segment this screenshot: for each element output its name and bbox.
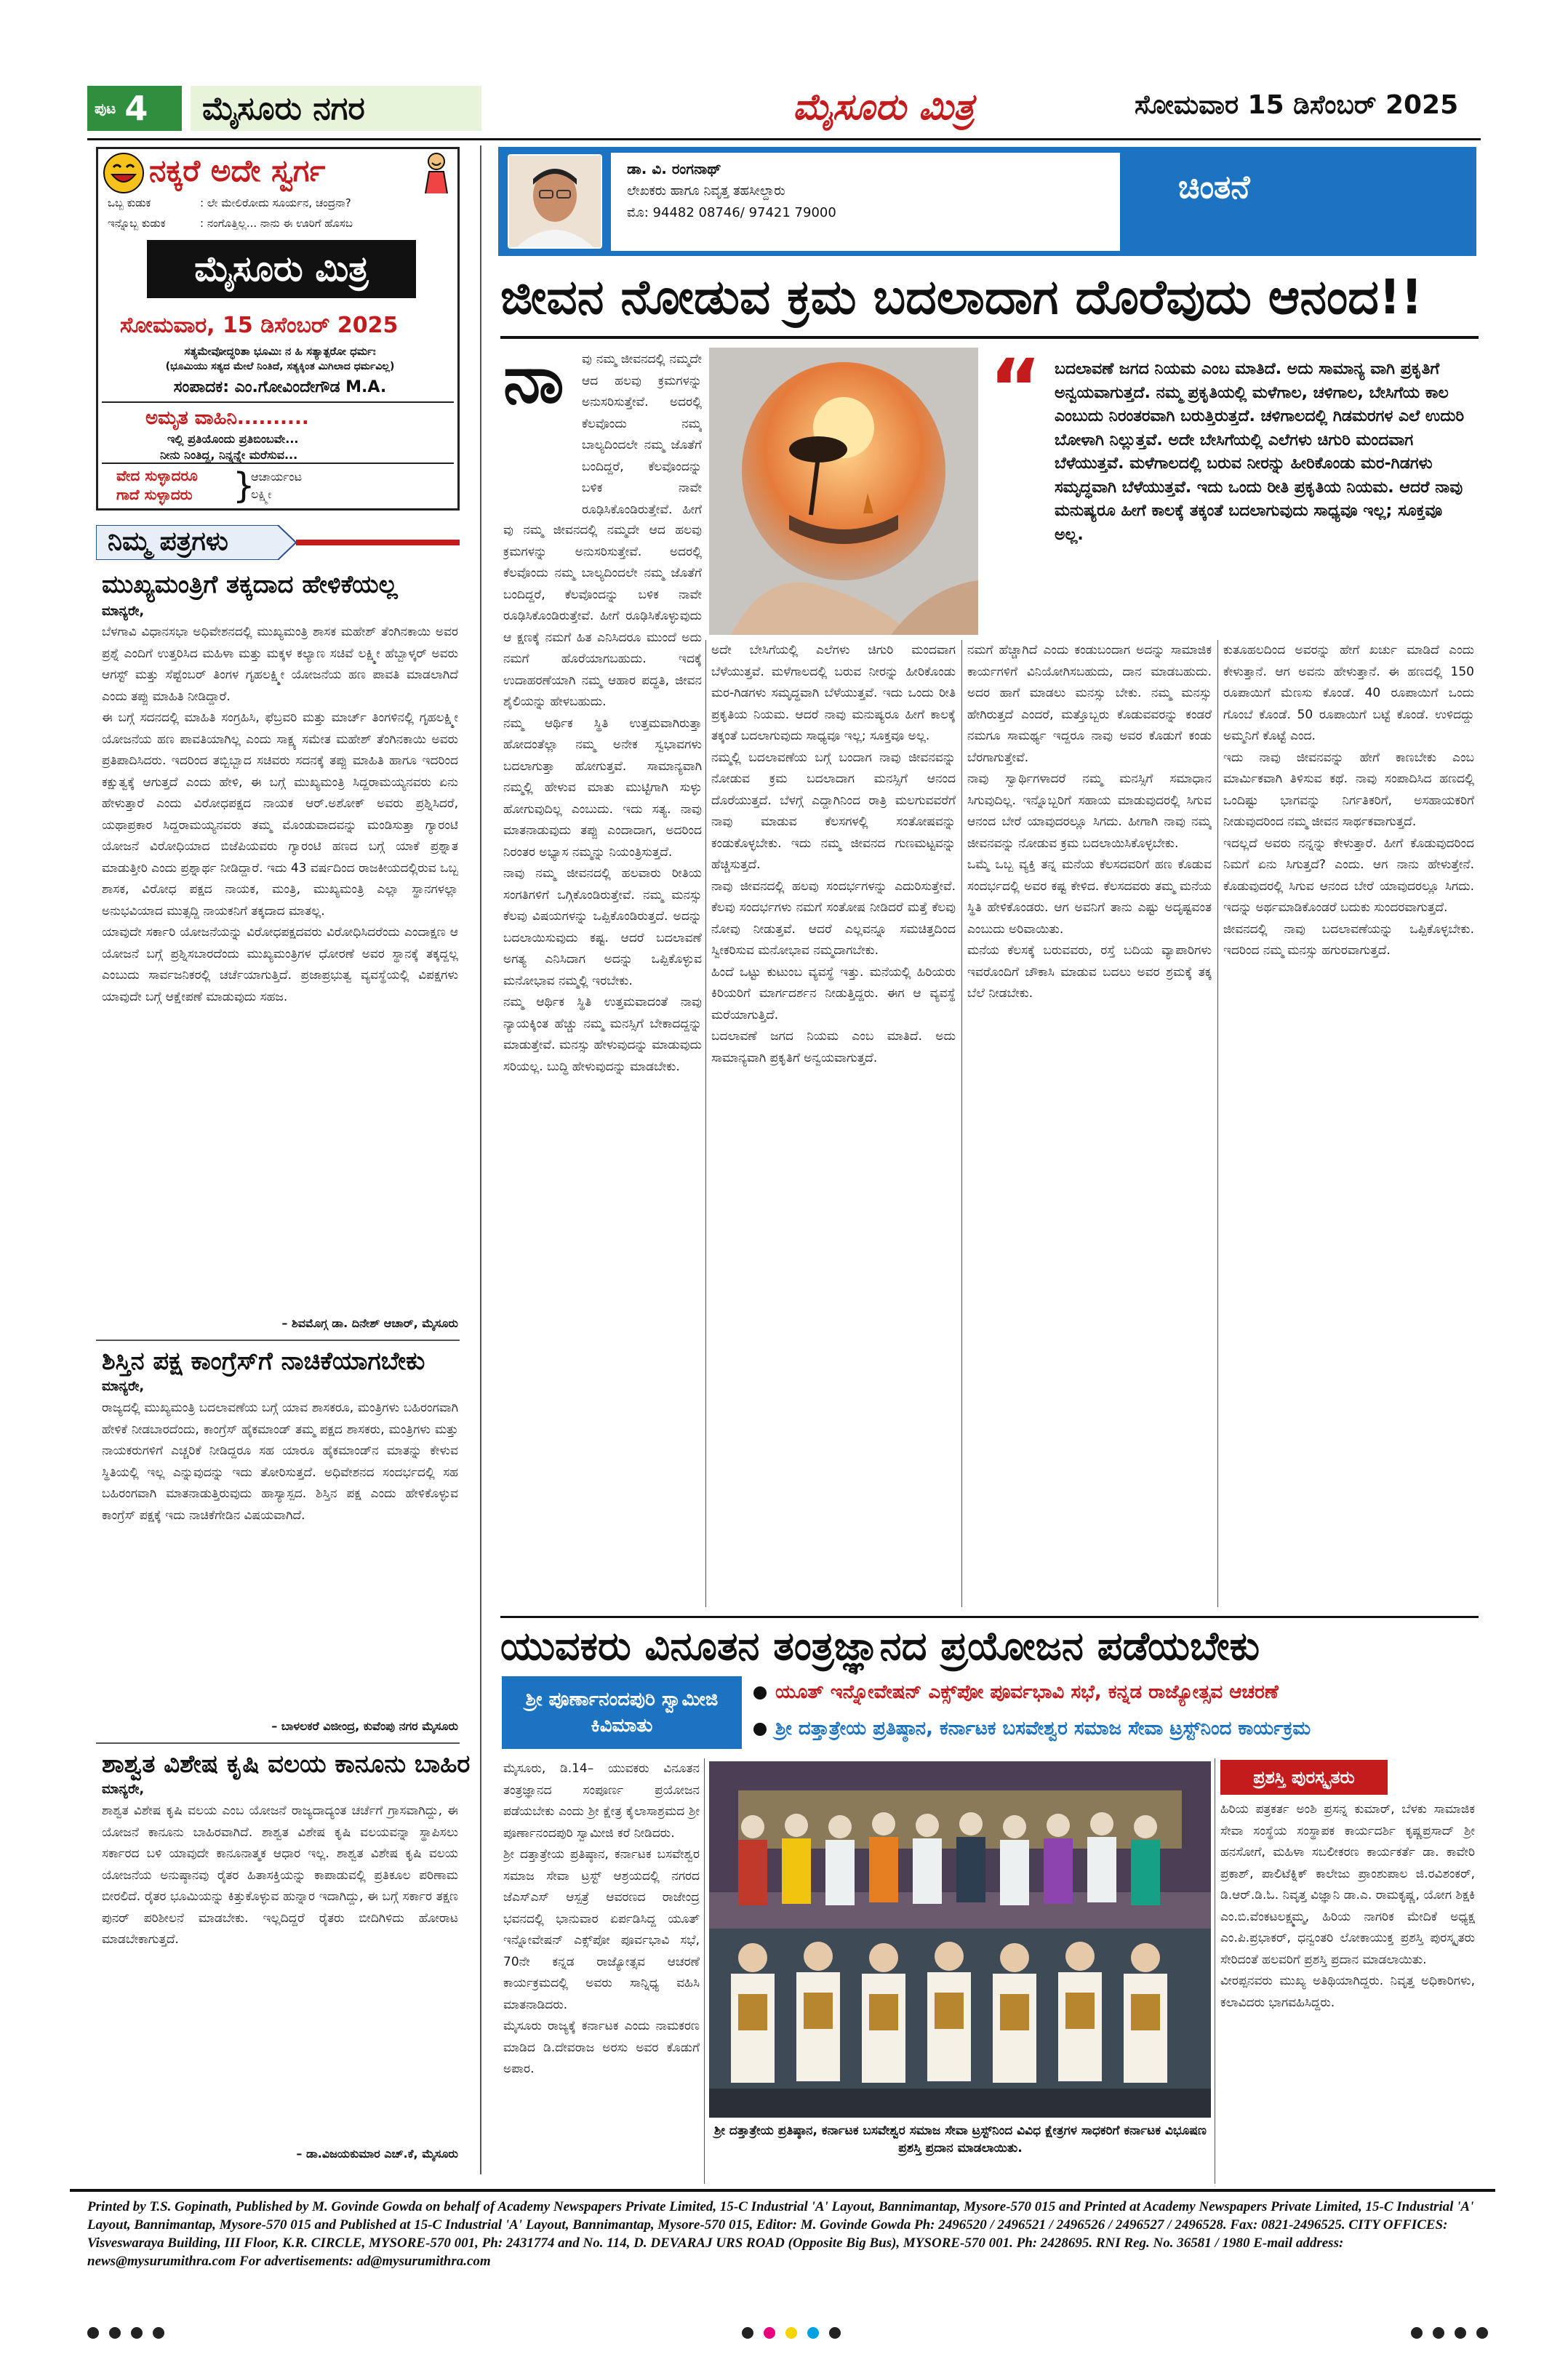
- letter-1-signature: – ಶಿವಮೊಗ್ಗ ಡಾ. ದಿನೇಶ್ ಆಚಾರ್, ಮೈಸೂರು: [281, 1316, 458, 1330]
- article-headline: ಜೀವನ ನೋಡುವ ಕ್ರಮ ಬದಲಾದಾಗ ದೊರೆವುದು ಆನಂದ!!: [500, 269, 1423, 325]
- article-column-1: ವು ನಮ್ಮ ಜೀವನದಲ್ಲಿ ನಮ್ಮದೇ ಆದ ಹಲವು ಕ್ರಮಗಳನ್ನು ಅನುಸರಿಸುತ್ತೇವೆ. ಅದರಲ್ಲಿ ಕೆಲವೊಂದು ನಮ್ಮ ಬಾಲ್ಯದಿಂದಲೇ ನಮ್ಮ ಜೊತೆಗೆ ಬಂದಿದ್ದರೆ, ಕೆಲವೊಂದನ್ನು ಬಳಿಕ ನಾವೇ ರೂಢಿಸಿಕೊಂಡಿರುತ್ತೇವೆ. ಹೀಗೆ ರೂಢಿಸಿಕೊಳ್ಳುವುದು ಆ ಕ್ಷಣಕ್ಕೆ ನಮಗೆ ಹಿತ ಎನಿಸಿದರೂ ಮುಂದೆ ಅದು ನಮಗೆ ಹೊರೆಯಾಗಬಹುದು. ಇದಕ್ಕೆ ಉದಾಹರಣೆಯಾಗಿ ನಮ್ಮ ಆಹಾರ ಪದ್ಧತಿ, ಜೀವನ ಶೈಲಿಯನ್ನು ಹೇಳಬಹುದು. ನಮ್ಮ ಆರ್ಥಿಕ ಸ್ಥಿತಿ ಉತ್ತಮವಾಗಿರುತ್ತಾ ಹೋದಂತೆಲ್ಲಾ ನಮ್ಮ ಅನೇಕ ಸ್ವಭಾವಗಳು ಬದಲಾಗುತ್ತಾ ಹೋಗುತ್ತವೆ. ಸಾಮಾನ್ಯವಾಗಿ ನಮ್ಮಲ್ಲಿ ಹೇಳುವ ಮಾತು ಮುಟ್ಟಿಗಾಗಿ ಸುಳ್ಳು ಹೋಗುವುದಿಲ್ಲ ಎಂಬುದು. ಇದು ಸತ್ಯ. ನಾವು ಮಾತನಾಡುವುದು ತಪ್ಪು ಎಂದಾದಾಗ, ಅದರಿಂದ ನಿರಂತರ ಅಭ್ಯಾಸ ನಮ್ಮನ್ನು ನಿಯಂತ್ರಿಸುತ್ತದೆ. ನಾವು ನಮ್ಮ ಜೀವನದಲ್ಲಿ ಹಲವಾರು ರೀತಿಯ ಸಂಗತಿಗಳಿಗೆ ಒಗ್ಗಿಕೊಂಡಿರುತ್ತೇವೆ. ನಮ್ಮ ಮನಸ್ಸು ಕೆಲವು ವಿಷಯಗಳನ್ನು ಒಪ್ಪಿಕೊಂಡಿರುತ್ತದೆ. ಅದನ್ನು ಬದಲಾಯಿಸುವುದು ಕಷ್ಟ. ಆದರೆ ಬದಲಾವಣೆ ಅಗತ್ಯ ಎನಿಸಿದಾಗ ಅದನ್ನು ಒಪ್ಪಿಕೊಳ್ಳುವ ಮನೋಭಾವ ನಮ್ಮಲ್ಲಿ ಇರಬೇಕು. ನಮ್ಮ ಆರ್ಥಿಕ ಸ್ಥಿತಿ ಉತ್ತಮವಾದಂತೆ ನಾವು ನ್ಯಾಯಕ್ಕಿಂತ ಹೆಚ್ಚು ನಮ್ಮ ಮನಸ್ಸಿಗೆ ಬೇಕಾದದ್ದನ್ನು ಮಾಡುತ್ತೇವೆ. ಮನಸ್ಸು ಹೇಳುವುದನ್ನು ಮಾಡುವುದು ಸರಿಯಲ್ಲ. ಬುದ್ಧಿ ಹೇಳುವುದನ್ನು ಮಾಡಬೇಕು.: [503, 523, 702, 1074]
- veda-right-2: ಲಕ್ಷ್ಮೀ: [251, 487, 272, 501]
- imprint-line: Printed by T.S. Gopinath, Published by M. Govinde Gowda on behalf of Academy Newspapers Private Limited, 15-C Industrial 'A' Layout, Bannimantap, Mysore-570 015 and Printed at Academy Newspapers Private Limited, 15-C Industrial 'A' Layout, Bannimantap, Mysore-570 015 and Published at 15-C Industrial 'A' Layout, Bannimantap, Mysore-570 015, Editor: M. Govinde Gowda Ph: 2496520 / 2496521 / 2496526 / 2496527 / 2496528. Fax: 0821-2496525. CITY OFFICES: Visveswaraya Building, III Floor, K.R. CIRCLE, MYSORE-570 001, Ph: 2431774 and No. 114, D. DEVARAJ URS ROAD (Opposite Big Bus), MYSORE-570 001. Ph: 2428695. RNI Reg. No. 36581 / 1980 E-mail address: news@mysurumithra.com For advertisements: ad@mysurumithra.com: [87, 2199, 1474, 2269]
- bullet-icon: [753, 1723, 767, 1736]
- registration-dot: [1476, 2327, 1488, 2339]
- headline-rule: [500, 336, 1479, 339]
- nakkare-date: ಸೋಮವಾರ, 15 ಡಿಸೆಂಬರ್ 2025: [120, 313, 399, 338]
- article-column-4: ಕುತೂಹಲದಿಂದ ಅವರನ್ನು ಹೇಗೆ ಖರ್ಚು ಮಾಡಿದೆ ಎಂದು ಕೇಳುತ್ತಾನೆ. ಆಗ ಅವನು ಹೇಳುತ್ತಾನೆ. ಈ ಹಣದಲ್ಲಿ 150 ರೂಪಾಯಿಗೆ ಮೆಣಸು ಕೊಂಡೆ. 40 ರೂಪಾಯಿಗೆ ಒಂದು ಗೊಂಬೆ ಕೊಂಡೆ. 50 ರೂಪಾಯಿಗೆ ಬಟ್ಟೆ ಕೊಂಡೆ. ಉಳಿದದ್ದು ಅಮ್ಮನಿಗೆ ಕೊಟ್ಟೆ ಎಂದ. ಇದು ನಾವು ಜೀವನವನ್ನು ಹೇಗೆ ಕಾಣಬೇಕು ಎಂಬ ಮಾರ್ಮಿಕವಾಗಿ ತಿಳಿಸುವ ಕಥೆ. ನಾವು ಸಂಪಾದಿಸಿದ ಹಣದಲ್ಲಿ ಒಂದಿಷ್ಟು ಭಾಗವನ್ನು ನಿರ್ಗತಿಕರಿಗೆ, ಅಸಹಾಯಕರಿಗೆ ನೀಡುವುದರಿಂದ ನಮ್ಮ ಜೀವನ ಸಾರ್ಥಕವಾಗುತ್ತದೆ. ಇದಲ್ಲದೆ ಅವರು ನನ್ನನ್ನು ಕೇಳುತ್ತಾರೆ. ಹೀಗೆ ಕೊಡುವುದರಿಂದ ನಿಮಗೆ ಏನು ಸಿಗುತ್ತದೆ? ಎಂದು. ಆಗ ನಾನು ಹೇಳುತ್ತೇನೆ. ಕೊಡುವುದರಲ್ಲಿ ಸಿಗುವ ಆನಂದ ಬೇರೆ ಯಾವುದರಲ್ಲೂ ಸಿಗದು. ಇದನ್ನು ಅರ್ಥಮಾಡಿಕೊಂಡರೆ ಬದುಕು ಸುಂದರವಾಗುತ್ತದೆ. ಜೀವನದಲ್ಲಿ ನಾವು ಬದಲಾವಣೆಯನ್ನು ಒಪ್ಪಿಕೊಳ್ಳಬೇಕು. ಇದರಿಂದ ನಮ್ಮ ಮನಸ್ಸು ಹಗುರವಾಗುತ್ತದೆ.: [1223, 643, 1474, 958]
- nakkare-line-2: : ನಂಗೊತ್ತಿಲ್ಲ... ನಾನು ಈ ಊರಿಗೆ ಹೊಸಬ: [200, 217, 353, 230]
- registration-dot: [1455, 2327, 1466, 2339]
- motto-line-1: ಸತ್ಯಮೇವೋದ್ಧರಿತಾ ಭೂಮಿಃ ನ ಹಿ ಸತ್ಯಾತ್ಪರೋ ಧರ್ಮಃ: [184, 345, 376, 358]
- article-photo: [709, 348, 978, 635]
- paper-name: ಮೈಸೂರು ಮಿತ್ರ: [793, 86, 975, 128]
- letter-2-title: ಶಿಸ್ತಿನ ಪಕ್ಷ ಕಾಂಗ್ರೆಸ್‌ಗೆ ನಾಚಿಕೆಯಾಗಬೇಕು: [102, 1347, 425, 1376]
- issue-date: ಸೋಮವಾರ 15 ಡಿಸೆಂಬರ್ 2025: [1135, 90, 1459, 120]
- bullet-icon: [753, 1686, 767, 1700]
- article-intro-text: ವು ನಮ್ಮ ಜೀವನದಲ್ಲಿ ನಮ್ಮದೇ ಆದ ಹಲವು ಕ್ರಮಗಳನ್ನು ಅನುಸರಿಸುತ್ತೇವೆ. ಅದರಲ್ಲಿ ಕೆಲವೊಂದು ನಮ್ಮ ಬಾಲ್ಯದಿಂದಲೇ ನಮ್ಮ ಜೊತೆಗೆ ಬಂದಿದ್ದರೆ, ಕೆಲವೊಂದನ್ನು ಬಳಿಕ ನಾವೇ ರೂಢಿಸಿಕೊಂಡಿರುತ್ತೇವೆ. ಹೀಗೆ: [582, 352, 702, 516]
- page-number-badge: [87, 86, 182, 131]
- laughing-face-icon: [102, 151, 145, 198]
- registration-marks-left: [87, 2327, 164, 2339]
- registration-dot: [1411, 2327, 1423, 2339]
- footer-rule: [70, 2189, 1495, 2192]
- letter-divider: [96, 1340, 460, 1341]
- page-label: ಪುಟ: [95, 100, 116, 117]
- letter-3-body: ಶಾಶ್ವತ ವಿಶೇಷ ಕೃಷಿ ವಲಯ ಎಂಬ ಯೋಜನೆ ರಾಜ್ಯದಾದ್ಯಂತ ಚರ್ಚೆಗೆ ಗ್ರಾಸವಾಗಿದ್ದು, ಈ ಯೋಜನೆ ಕಾನೂನು ಬಾಹಿರವಾಗಿದೆ. ಶಾಶ್ವತ ವಿಶೇಷ ಕೃಷಿ ವಲಯವನ್ನಾ ಸ್ಥಾಪಿಸಲು ಸರ್ಕಾರದ ಬಳಿ ಯಾವುದೇ ಕಾನೂನಾತ್ಮಕ ಆಧಾರ ಇಲ್ಲ. ಶಾಶ್ವತ ವಿಶೇಷ ಕೃಷಿ ವಲಯ ಯೋಜನೆಯ ಅನುಷ್ಠಾನವು ರೈತರ ಹಿತಾಸಕ್ತಿಯನ್ನು ಕಾಪಾಡುವಲ್ಲಿ ಪ್ರತಿಕೂಲ ಪರಿಣಾಮ ಬೀರಲಿದೆ. ರೈತರ ಭೂಮಿಯನ್ನು ಕಿತ್ತುಕೊಳ್ಳುವ ಹುನ್ನಾರ ಇದಾಗಿದ್ದು, ಈ ಬಗ್ಗೆ ಸರ್ಕಾರ ತಕ್ಷಣ ಪುನರ್ ಪರಿಶೀಲನೆ ಮಾಡಬೇಕು. ಇಲ್ಲದಿದ್ದರೆ ರೈತರು ಬೀದಿಗಿಳಿದು ಹೋರಾಟ ಮಾಡಬೇಕಾಗುತ್ತದೆ.: [102, 1803, 458, 1947]
- letter-3-salutation: ಮಾನ್ಯರೇ,: [102, 1782, 145, 1797]
- nakkare-line-1: : ಲೇ ಮೇಲಿರೋದು ಸೂರ್ಯನ, ಚಂದ್ರನಾ?: [200, 196, 351, 209]
- page-number: 4: [124, 89, 148, 128]
- letter-1-title: ಮುಖ್ಯಮಂತ್ರಿಗೆ ತಕ್ಕದಾದ ಹೇಳಿಕೆಯಲ್ಲ: [102, 570, 398, 599]
- bullet-point-2: [753, 1718, 1311, 1740]
- registration-marks-right: [1411, 2327, 1488, 2339]
- registration-dot-magenta: [764, 2327, 775, 2339]
- column-divider: [480, 145, 481, 2174]
- letter-3-signature: – ಡಾ.ವಿಜಯಕುಮಾರ ಎಚ್.ಕೆ, ಮೈಸೂರು: [296, 2147, 458, 2161]
- bullet-text-2: ಶ್ರೀ ದತ್ತಾತ್ರೇಯ ಪ್ರತಿಷ್ಠಾನ, ಕರ್ನಾಟಕ ಬಸವೇಶ್ವರ ಸಮಾಜ ಸೇವಾ ಟ್ರಸ್ಟ್‌ನಿಂದ ಕಾರ್ಯಕ್ರಮ: [775, 1718, 1311, 1740]
- nakkare-paper-name: ಮೈಸೂರು ಮಿತ್ರ: [147, 240, 416, 298]
- laughing-man-icon: [418, 151, 455, 198]
- event-photo-caption: ಶ್ರೀ ದತ್ತಾತ್ರೇಯ ಪ್ರತಿಷ್ಠಾನ, ಕರ್ನಾಟಕ ಬಸವೇಶ್ವರ ಸಮಾಜ ಸೇವಾ ಟ್ರಸ್ಟ್‌ನಿಂದ ವಿವಿಧ ಕ್ಷೇತ್ರಗಳ ಸಾಧಕರಿಗೆ ಕರ್ನಾಟಕ ವಿಭೂಷಣ ಪ್ರಶಸ್ತಿ ಪ್ರದಾನ ಮಾಡಲಾಯಿತು.: [714, 2123, 1207, 2155]
- author-photo: [508, 154, 602, 249]
- veda-right-1: ಆಚಾರ್ಯಂಟ: [251, 470, 303, 484]
- column-divider: [1217, 640, 1218, 1607]
- motto-line-2: (ಭೂಮಿಯು ಸತ್ಯದ ಮೇಲೆ ನಿಂತಿದೆ, ಸತ್ಯಕ್ಕಿಂತ ಮಿಗಿಲಾದ ಧರ್ಮವಿಲ್ಲ): [165, 361, 395, 372]
- letters-header: ನಿಮ್ಮ ಪತ್ರಗಳು: [108, 527, 228, 556]
- spacer: [711, 2161, 712, 2162]
- letter-2-salutation: ಮಾನ್ಯರೇ,: [102, 1379, 145, 1394]
- masthead-rule: [87, 138, 1481, 140]
- nakkare-speaker-2: ಇನ್ನೊಬ್ಬ ಕುಡುಕ: [108, 217, 166, 230]
- amrutha-title: ಅಮೃತ ವಾಹಿನಿ..........: [145, 407, 309, 429]
- nakkare-divider: [102, 401, 454, 403]
- registration-dot: [87, 2327, 99, 2339]
- veda-left-1: ವೇದ ಸುಳ್ಳಾದರೂ: [116, 467, 198, 484]
- column-divider: [704, 1758, 705, 2184]
- amrutha-line-2: ನೀನು ನಿಂತಿದ್ದ, ನಿನ್ನನ್ನೇ ಮರೆಸುವ...: [160, 448, 298, 462]
- registration-marks-center: [742, 2327, 841, 2339]
- nakkare-speaker-1: ಒಬ್ಬ ಕುಡುಕ: [108, 196, 151, 209]
- letter-3-title: ಶಾಶ್ವತ ವಿಶೇಷ ಕೃಷಿ ವಲಯ ಕಾನೂನು ಬಾಹಿರ: [102, 1750, 471, 1779]
- letter-divider: [96, 1742, 460, 1744]
- letter-2-signature: – ಬಾಳಲಕರೆ ವಿಜೀಂದ್ರ, ಕುವೆಂಪು ನಗರ ಮೈಸೂರು: [271, 1719, 458, 1733]
- registration-dot: [1433, 2327, 1444, 2339]
- letter-1-body: ಬೆಳಗಾವಿ ವಿಧಾನಸಭಾ ಅಧಿವೇಶನದಲ್ಲಿ ಮುಖ್ಯಮಂತ್ರಿ ಶಾಸಕ ಮಹೇಶ್ ತೆಂಗಿನಕಾಯಿ ಅವರ ಪ್ರಶ್ನೆ ಎಂದಿಗೆ ಉತ್ತರಿಸಿದ ಮಹಿಳಾ ಮತ್ತು ಮಕ್ಕಳ ಕಲ್ಯಾಣ ಸಚಿವೆ ಲಕ್ಷ್ಮೀ ಹೆಬ್ಬಾಳ್ಕರ್ ಅವರು ಆಗಸ್ಟ್ ಮತ್ತು ಸೆಪ್ಟೆಂಬರ್ ತಿಂಗಳ ಗೃಹಲಕ್ಷ್ಮೀ ಯೋಜನೆಯ ಹಣ ಪಾವತಿ ಮಾಡಲಾಗಿದೆ ಎಂದು ತಪ್ಪು ಮಾಹಿತಿ ನೀಡಿದ್ದಾರೆ. ಈ ಬಗ್ಗೆ ಸದನದಲ್ಲಿ ಮಾಹಿತಿ ಸಂಗ್ರಹಿಸಿ, ಫೆಬ್ರವರಿ ಮತ್ತು ಮಾರ್ಚ್ ತಿಂಗಳಿನಲ್ಲಿ ಗೃಹಲಕ್ಷ್ಮೀ ಯೋಜನೆಯ ಹಣ ಪಾವತಿಯಾಗಿಲ್ಲ ಎಂದು ಸಾಕ್ಷ್ಯ ಸಮೇತ ಮಹೇಶ್ ತೆಂಗಿನಕಾಯಿ ಅವರು ಪ್ರತಿಪಾದಿಸಿದರು. ಇದರಿಂದ ತಬ್ಬಿಬ್ಬಾದ ಸಚಿವರು ಸದನಕ್ಕೆ ತಪ್ಪು ಮಾಹಿತಿ ಹಾಗೂ ಇದರಿಂದ ಕಕ್ಷುತ್ವಕ್ಕೆ ಆಗುತ್ತದೆ ಎಂದು ಹೇಳಿ, ಈ ಬಗ್ಗೆ ಮುಖ್ಯಮಂತ್ರಿ ಸಿದ್ದರಾಮಯ್ಯನವರು ಏನು ಹೇಳುತ್ತಾರೆ ಎಂದು ವಿರೋಧಪಕ್ಷದ ನಾಯಕ ಆರ್.ಅಶೋಕ್ ಅವರು ಪ್ರಶ್ನಿಸಿದರೆ, ಯಥಾಪ್ರಕಾರ ಸಿದ್ದರಾಮಯ್ಯನವರು ತಮ್ಮ ಮೊಂಡುವಾದವನ್ನು ಮಂಡಿಸುತ್ತಾ ಗ್ಯಾರಂಟಿ ಯೋಜನೆ ವಿರೋಧಿಯಾದ ಬಿಜೆಪಿಯವರು ಗ್ಯಾರಂಟಿ ಹಣದ ಬಗ್ಗೆ ಯಾಕೆ ಪ್ರಶ್ನಾತ ಮಾಡುತ್ತೀರಿ ಎಂದು ಪ್ರಶ್ನಾರ್ಥ ನೀಡಿದ್ದಾರೆ. ಇದು 43 ವರ್ಷದಿಂದ ರಾಜಕೀಯದಲ್ಲಿರುವ ಒಬ್ಬ ಶಾಸಕ, ವಿರೋಧ ಪಕ್ಷದ ನಾಯಕ, ಮಂತ್ರಿ, ಮುಖ್ಯಮಂತ್ರಿ ಎಲ್ಲಾ ಸ್ಥಾನಗಳಲ್ಲಾ ಅನುಭವಿಯಾದ ಮುತ್ಸದ್ದಿ ನಾಯಕನಿಗೆ ತಕ್ಕದಾದ ಮಾತಲ್ಲ. ಯಾವುದೇ ಸರ್ಕಾರಿ ಯೋಜನೆಯನ್ನು ವಿರೋಧಪಕ್ಷದವರು ವಿರೋಧಿಸಿದರೆಂದು ಎಂದಾಕ್ಷಣ ಆ ಯೋಜನೆ ಬಗ್ಗೆ ಪ್ರಶ್ನಿಸಬಾರದೆಂದು ಮುಖ್ಯಮಂತ್ರಿಗಳ ಧೋರಣೆ ಅವರ ಸ್ಥಾನಕ್ಕೆ ತಕ್ಕದ್ದಲ್ಲ ಎಂಬುದು ಸಾರ್ವಜನಿಕರಲ್ಲಿ ಚರ್ಚೆಯಾಗುತ್ತಿದೆ. ಪ್ರಜಾಪ್ರಭುತ್ವ ವ್ಯವಸ್ಥೆಯಲ್ಲಿ ವಿಪಕ್ಷಗಳು ಯಾವುದೇ ಬಗ್ಗೆ ಆಕ್ಷೇಪಣೆ ಮಾಡುವುದು ಸಹಜ.: [102, 625, 458, 1004]
- award-recipients-header: ಪ್ರಶಸ್ತಿ ಪುರಸ್ಕೃತರು: [1220, 1760, 1388, 1795]
- column-divider: [961, 640, 962, 1607]
- pull-quote: ಬದಲಾವಣೆ ಜಗದ ನಿಯಮ ಎಂಬ ಮಾತಿದೆ. ಅದು ಸಾಮಾನ್ಯ ವಾಗಿ ಪ್ರಕೃತಿಗೆ ಅನ್ವಯವಾಗುತ್ತದೆ. ನಮ್ಮ ಪ್ರಕೃತಿಯಲ್ಲಿ ಮಳೆಗಾಲ, ಚಳಿಗಾಲ, ಬೇಸಿಗೆಯ ಕಾಲ ಎಂಬುದು ನಿರಂತರವಾಗಿ ಬರುತ್ತಿರುತ್ತದೆ. ಚಳಿಗಾಲದಲ್ಲಿ ಗಿಡಮರಗಳ ಎಲೆ ಉದುರಿ ಬೋಳಾಗಿ ನಿಲ್ಲುತ್ತವೆ. ಅದೇ ಬೇಸಿಗೆಯಲ್ಲಿ ಎಲೆಗಳು ಚಿಗುರಿ ಮಂದವಾಗ ಬೆಳೆಯುತ್ತವೆ. ಮಳೆಗಾಲದಲ್ಲಿ ಬರುವ ನೀರನ್ನು ಹೀರಿಕೊಂಡು ಮರ-ಗಿಡಗಳು ಸಮೃದ್ಧವಾಗಿ ಬೆಳೆಯುತ್ತವೆ. ಇದು ಒಂದು ರೀತಿ ಪ್ರಕೃತಿಯ ನಿಯಮ. ಆದರೆ ನಾವು ಮನುಷ್ಯರೂ ಹೀಗೆ ಕಾಲಕ್ಕೆ ತಕ್ಕಂತೆ ಬದಲಾಗುವುದು ಸಾಧ್ಯವೂ ಇಲ್ಲ; ಸೂಕ್ತವೂ ಅಲ್ಲ.: [1055, 360, 1470, 544]
- column-divider: [705, 640, 706, 1607]
- author-phone: ಮೊ: 94482 08746/ 97421 79000: [627, 205, 836, 220]
- article-column-2: ಅದೇ ಬೇಸಿಗೆಯಲ್ಲಿ ಎಲೆಗಳು ಚಿಗುರಿ ಮಂದವಾಗ ಬೆಳೆಯುತ್ತವೆ. ಮಳೆಗಾಲದಲ್ಲಿ ಬರುವ ನೀರನ್ನು ಹೀರಿಕೊಂಡು ಮರ-ಗಿಡಗಳು ಸಮೃದ್ಧವಾಗಿ ಬೆಳೆಯುತ್ತವೆ. ಇದು ಒಂದು ರೀತಿ ಪ್ರಕೃತಿಯ ನಿಯಮ. ಆದರೆ ನಾವು ಮನುಷ್ಯರೂ ಹೀಗೆ ಕಾಲಕ್ಕೆ ತಕ್ಕಂತೆ ಬದಲಾಗುವುದು ಸಾಧ್ಯವೂ ಇಲ್ಲ; ಸೂಕ್ತವೂ ಅಲ್ಲ. ನಮ್ಮಲ್ಲಿ ಬದಲಾವಣೆಯ ಬಗ್ಗೆ ಬಂದಾಗ ನಾವು ಜೀವನವನ್ನು ನೋಡುವ ಕ್ರಮ ಬದಲಾದಾಗ ಮನಸ್ಸಿಗೆ ಆನಂದ ದೊರೆಯುತ್ತದೆ. ಬೆಳಗ್ಗೆ ಎದ್ದಾಗಿನಿಂದ ರಾತ್ರಿ ಮಲಗುವವರೆಗೆ ನಾವು ಮಾಡುವ ಕೆಲಸಗಳಲ್ಲಿ ಸಂತೋಷವನ್ನು ಕಂಡುಕೊಳ್ಳಬೇಕು. ಇದು ನಮ್ಮ ಜೀವನದ ಗುಣಮಟ್ಟವನ್ನು ಹೆಚ್ಚಿಸುತ್ತದೆ. ನಾವು ಜೀವನದಲ್ಲಿ ಹಲವು ಸಂದರ್ಭಗಳನ್ನು ಎದುರಿಸುತ್ತೇವೆ. ಕೆಲವು ಸಂದರ್ಭಗಳು ನಮಗೆ ಸಂತೋಷ ನೀಡಿದರೆ ಮತ್ತೆ ಕೆಲವು ನೋವು ನೀಡುತ್ತವೆ. ಆದರೆ ಎಲ್ಲವನ್ನೂ ಸಮಚಿತ್ತದಿಂದ ಸ್ವೀಕರಿಸುವ ಮನೋಭಾವ ನಮ್ಮದಾಗಬೇಕು. ಹಿಂದೆ ಒಟ್ಟು ಕುಟುಂಬ ವ್ಯವಸ್ಥೆ ಇತ್ತು. ಮನೆಯಲ್ಲಿ ಹಿರಿಯರು ಕಿರಿಯರಿಗೆ ಮಾರ್ಗದರ್ಶನ ನೀಡುತ್ತಿದ್ದರು. ಈಗ ಆ ವ್ಯವಸ್ಥೆ ಮರೆಯಾಗುತ್ತಿದೆ. ಬದಲಾವಣೆ ಜಗದ ನಿಯಮ ಎಂಬ ಮಾತಿದೆ. ಅದು ಸಾಮಾನ್ಯವಾಗಿ ಪ್ರಕೃತಿಗೆ ಅನ್ವಯವಾಗುತ್ತದೆ.: [711, 643, 956, 1065]
- editor-line: ಸಂಪಾದಕ: ಎಂ.ಗೋವಿಂದೇಗೌಡ M.A.: [173, 378, 387, 396]
- registration-dot-cyan: [807, 2327, 819, 2339]
- veda-left-2: ಗಾದೆ ಸುಳ್ಳಾದರು: [116, 486, 193, 503]
- bullet-point-1: [753, 1681, 1279, 1704]
- section-name: ಮೈಸೂರು ನಗರ: [191, 86, 481, 131]
- bottom-article-headline: ಯುವಕರು ವಿನೂತನ ತಂತ್ರಜ್ಞಾನದ ಪ್ರಯೋಜನ ಪಡೆಯಬೇಕು: [500, 1623, 1260, 1669]
- author-name: ಡಾ. ವಿ. ರಂಗನಾಥ್: [627, 160, 721, 177]
- registration-dot: [742, 2327, 753, 2339]
- quote-mark-icon: “: [989, 342, 1042, 435]
- column-name: ಚಿಂತನೆ: [1178, 169, 1250, 206]
- letter-1-salutation: ಮಾನ್ಯರೇ,: [102, 604, 145, 619]
- amrutha-line-1: ಇಲ್ಲಿ ಪ್ರತಿಯೊಂದು ಪ್ರತಿಬಿಂಬವೇ...: [167, 432, 299, 446]
- nakkare-title: ನಕ್ಕರೆ ಅದೇ ಸ್ವರ್ಗ: [149, 153, 326, 188]
- letter-2-body: ರಾಜ್ಯದಲ್ಲಿ ಮುಖ್ಯಮಂತ್ರಿ ಬದಲಾವಣೆಯ ಬಗ್ಗೆ ಯಾವ ಶಾಸಕರೂ, ಮಂತ್ರಿಗಳು ಬಹಿರಂಗವಾಗಿ ಹೇಳಿಕೆ ನೀಡಬಾರದೆಂದು, ಕಾಂಗ್ರೆಸ್ ಹೈಕಮಾಂಡ್ ತಮ್ಮ ಪಕ್ಷದ ಶಾಸಕರು, ಮಂತ್ರಿಗಳು ಮತ್ತು ನಾಯಕರುಗಳಿಗೆ ಎಚ್ಚರಿಕೆ ನೀಡಿದ್ದರೂ ಸಹ ಯಾರೂ ಹೈಕಮಾಂಡ್‌ನ ಮಾತನ್ನು ಕೇಳುವ ಸ್ಥಿತಿಯಲ್ಲಿ ಇಲ್ಲ ಎನ್ನುವುದನ್ನು ಇದು ತೋರಿಸುತ್ತದೆ. ಅಧಿವೇಶನದ ಸಂದರ್ಭದಲ್ಲಿ ಸಹ ಬಹಿರಂಗವಾಗಿ ಮಾತನಾಡುತ್ತಿರುವುದು ಹಾಸ್ಯಾಸ್ಪದ. ಶಿಸ್ತಿನ ಪಕ್ಷ ಎಂದು ಹೇಳಿಕೊಳ್ಳುವ ಕಾಂಗ್ರೆಸ್ ಪಕ್ಷಕ್ಕೆ ಇದು ನಾಚಿಕೆಗೇಡಿನ ವಿಷಯವಾಗಿದೆ.: [102, 1401, 458, 1523]
- registration-dot: [829, 2327, 841, 2339]
- registration-dot: [153, 2327, 164, 2339]
- registration-dot-yellow: [785, 2327, 797, 2339]
- registration-dot: [131, 2327, 143, 2339]
- bottom-column-1: ಮೈಸೂರು, ಡಿ.14– ಯುವಕರು ವಿನೂತನ ತಂತ್ರಜ್ಞಾನದ ಸಂಪೂರ್ಣ ಪ್ರಯೋಜನ ಪಡೆಯಬೇಕು ಎಂದು ಶ್ರೀ ಕ್ಷೇತ್ರ ಕೈಲಾಸಾಶ್ರಮದ ಶ್ರೀ ಪೂರ್ಣಾನಂದಪುರಿ ಸ್ವಾಮೀಜಿ ಕರೆ ನೀಡಿದರು. ಶ್ರೀ ದತ್ತಾತ್ರೇಯ ಪ್ರತಿಷ್ಠಾನ, ಕರ್ನಾಟಕ ಬಸವೇಶ್ವರ ಸಮಾಜ ಸೇವಾ ಟ್ರಸ್ಟ್ ಆಶ್ರಯದಲ್ಲಿ ನಗರದ ಜೆಎಸ್‌ಎಸ್ ಆಸ್ಪತ್ರೆ ಆವರಣದ ರಾಜೇಂದ್ರ ಭವನದಲ್ಲಿ ಭಾನುವಾರ ಏರ್ಪಡಿಸಿದ್ದ ಯೂತ್ ಇನ್ನೋವೇಷನ್ ಎಕ್ಸ್‌ಪೋ ಪೂರ್ವಭಾವಿ ಸಭೆ, 70ನೇ ಕನ್ನಡ ರಾಜ್ಯೋತ್ಸವ ಆಚರಣೆ ಕಾರ್ಯಕ್ರಮದಲ್ಲಿ ಅವರು ಸಾನ್ನಿಧ್ಯ ವಹಿಸಿ ಮಾತನಾಡಿದರು. ಮೈಸೂರು ರಾಜ್ಯಕ್ಕೆ ಕರ್ನಾಟಕ ಎಂದು ನಾಮಕರಣ ಮಾಡಿದ ಡಿ.ದೇವರಾಜ ಅರಸು ಅವರ ಕೊಡುಗೆ ಅಪಾರ.: [503, 1761, 700, 2076]
- article-column-3: ನಮಗೆ ಹೆಚ್ಚಾಗಿದೆ ಎಂದು ಕಂಡುಬಂದಾಗ ಅದನ್ನು ಸಾಮಾಜಿಕ ಕಾರ್ಯಗಳಿಗೆ ವಿನಿಯೋಗಿಸಬಹುದು, ದಾನ ಮಾಡಬಹುದು. ಅದರ ಹಾಗೆ ಮಾಡಲು ಮನಸ್ಸು ಬೇಕು. ನಮ್ಮ ಮನಸ್ಸು ಹೇಗಿರುತ್ತದೆ ಎಂದರೆ, ಮತ್ತೊಬ್ಬರು ಕೊಡುವವರನ್ನು ಕಂಡರೆ ನಮಗೂ ಸಾಮರ್ಥ್ಯ ಇದ್ದರೂ ನಾವು ಅವರ ಕೊಡುಗೆ ಕಂಡು ಬೆರಗಾಗುತ್ತೇವೆ. ನಾವು ಸ್ವಾರ್ಥಿಗಳಾದರೆ ನಮ್ಮ ಮನಸ್ಸಿಗೆ ಸಮಾಧಾನ ಸಿಗುವುದಿಲ್ಲ. ಇನ್ನೊಬ್ಬರಿಗೆ ಸಹಾಯ ಮಾಡುವುದರಲ್ಲಿ ಸಿಗುವ ಆನಂದ ಬೇರೆ ಯಾವುದರಲ್ಲೂ ಸಿಗದು. ಹೀಗಾಗಿ ನಾವು ನಮ್ಮ ಜೀವನವನ್ನು ನೋಡುವ ಕ್ರಮ ಬದಲಾಯಿಸಿಕೊಳ್ಳಬೇಕು. ಒಮ್ಮೆ ಒಬ್ಬ ವ್ಯಕ್ತಿ ತನ್ನ ಮನೆಯ ಕೆಲಸದವರಿಗೆ ಹಣ ಕೊಡುವ ಸಂದರ್ಭದಲ್ಲಿ ಅವರ ಕಷ್ಟ ಕೇಳಿದ. ಕೆಲಸದವರು ತಮ್ಮ ಮನೆಯ ಸ್ಥಿತಿ ಹೇಳಿಕೊಂಡರು. ಆಗ ಅವನಿಗೆ ತಾನು ಎಷ್ಟು ಅದೃಷ್ಟವಂತ ಎಂಬುದು ಅರಿವಾಯಿತು. ಮನೆಯ ಕೆಲಸಕ್ಕೆ ಬರುವವರು, ರಸ್ತೆ ಬದಿಯ ವ್ಯಾಪಾರಿಗಳು ಇವರೊಂದಿಗೆ ಚೌಕಾಸಿ ಮಾಡುವ ಬದಲು ಅವರ ಶ್ರಮಕ್ಕೆ ತಕ್ಕ ಬೆಲೆ ನೀಡಬೇಕು.: [967, 643, 1212, 1001]
- bottom-article-byline: ಶ್ರೀ ಪೂರ್ಣಾನಂದಪುರಿ ಸ್ವಾಮೀಜಿ ಕಿವಿಮಾತು: [502, 1676, 742, 1749]
- award-recipients-text: ಹಿರಿಯ ಪತ್ರಕರ್ತ ಅಂಶಿ ಪ್ರಸನ್ನ ಕುಮಾರ್, ಬೆಳಕು ಸಾಮಾಜಿಕ ಸೇವಾ ಸಂಸ್ಥೆಯ ಸಂಸ್ಥಾಪಕ ಕಾರ್ಯದರ್ಶಿ ಕೃಷ್ಣಪ್ರಸಾದ್ ಶ್ರೀ ಹನಸೋಗೆ, ಮಹಿಳಾ ಸಬಲೀಕರಣ ಕಾರ್ಯಕರ್ತೆ ಡಾ. ಕಾವೇರಿ ಪ್ರಕಾಶ್, ಪಾಲಿಟೆಕ್ನಿಕ್ ಕಾಲೇಜು ಪ್ರಾಂಶುಪಾಲ ಜಿ.ರವಿಶಂಕರ್, ಡಿ.ಆರ್.ಡಿ.ಓ. ನಿವೃತ್ತ ವಿಜ್ಞಾನಿ ಡಾ.ಎ. ರಾಮಕೃಷ್ಣ, ಯೋಗ ಶಿಕ್ಷಕಿ ಎಂ.ಬಿ.ವೆಂಕಟಲಕ್ಷ್ಮಮ್ಮ, ಹಿರಿಯ ನಾಗರಿಕ ಮೇದಿಕೆ ಅಧ್ಯಕ್ಷ ಎಂ.ಪಿ.ಪ್ರಭಾಕರ್, ಧನ್ವಂತರಿ ಲೋಕಾಯುಕ್ತ ಪ್ರಶಸ್ತಿ ಪುರಸ್ಕೃತರು ಸೇರಿದಂತೆ ಹಲವರಿಗೆ ಪ್ರಶಸ್ತಿ ಪ್ರದಾನ ಮಾಡಲಾಯಿತು. ವೀರಪ್ಪನವರು ಮುಖ್ಯ ಅತಿಥಿಯಾಗಿದ್ದರು. ನಿವೃತ್ತ ಅಧಿಕಾರಿಗಳು, ಕಲಾವಿದರು ಭಾಗವಹಿಸಿದ್ದರು.: [1220, 1802, 1475, 2010]
- bullet-text-1: ಯೂತ್ ಇನ್ನೋವೇಷನ್ ಎಕ್ಸ್‌ಪೋ ಪೂರ್ವಭಾವಿ ಸಭೆ, ಕನ್ನಡ ರಾಜ್ಯೋತ್ಸವ ಆಚರಣೆ: [775, 1681, 1279, 1703]
- event-photo: [709, 1761, 1211, 2118]
- nakkare-divider-2: [102, 463, 454, 464]
- drop-cap: ನಾ: [503, 340, 564, 418]
- registration-dot: [109, 2327, 121, 2339]
- bottom-article-rule: [500, 1616, 1479, 1618]
- author-role: ಲೇಖಕರು ಹಾಗೂ ನಿವೃತ್ತ ತಹಸೀಲ್ದಾರು: [627, 183, 785, 199]
- brace-glyph: }: [233, 465, 255, 506]
